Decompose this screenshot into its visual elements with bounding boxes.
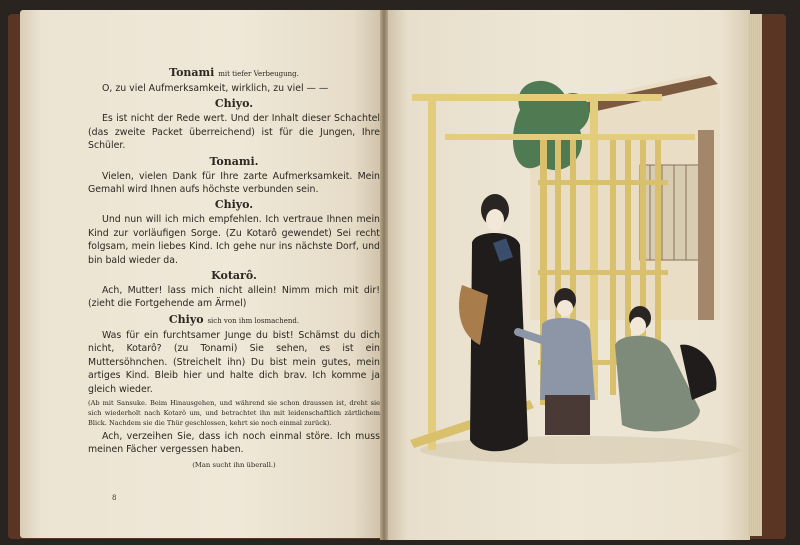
speaker-heading	[88, 197, 380, 213]
stage-direction: (Ab mit Sansuke. Beim Hinausgehen, und während sie schon draussen ist, dreht sie sich wiederholt nach Kotarô um, und betrachtet ihn mit leidenschaftlich zärtlichem Blick. Nachdem sie die Thür geschlossen, kehrt sie noch einmal zurück).	[88, 398, 380, 427]
child-hakama	[545, 395, 590, 435]
speaker-heading	[88, 96, 380, 112]
stage-direction: mit tiefer Verbeugung.	[218, 70, 299, 78]
dialogue-line: Und nun will ich mich empfehlen. Ich vertraue Ihnen mein Kind zur vorläufigen Sorge. (Zu Kotarô gewendet) Sei recht folgsam, mein liebes Kind. Ich gehe nur ins nächste Dorf, und bin bald wieder da.	[88, 214, 380, 266]
speaker-name: Chiyo.	[214, 198, 254, 212]
stage-direction: sich von ihm losmachend.	[207, 316, 300, 325]
dialogue-line: Ach, Mutter! lass mich nicht allein! Nimm mich mit dir! (zieht die Fortgehende am Ärmel)	[88, 285, 380, 310]
ground	[420, 436, 740, 464]
speaker-name: Chiyo.	[214, 97, 254, 111]
dialogue-line: Vielen, vielen Dank für Ihre zarte Aufmerksamkeit. Mein Gemahl wird Ihnen aufs höchste verbunden sein.	[88, 170, 380, 196]
child-robe	[540, 318, 595, 400]
house-post	[698, 130, 714, 320]
speaker-name: Tonami.	[209, 154, 259, 168]
speaker-heading	[88, 312, 380, 329]
dialogue-line: Es ist nicht der Rede wert. Und der Inhalt dieser Schachtel (das zweite Packet überreichend) ist für die Jungen, Ihre Schüler.	[88, 113, 380, 152]
dialogue-line: Ach, verzeihen Sie, dass ich noch einmal störe. Ich muss meinen Fächer vergessen haben.	[88, 430, 380, 456]
illustration	[400, 70, 740, 470]
page-stack-edge	[748, 14, 762, 536]
speaker-heading	[88, 65, 380, 82]
speaker-name: Kotarô.	[211, 269, 257, 283]
mother-figure	[459, 194, 528, 451]
speaker-heading	[88, 154, 380, 170]
speaker-name: Tonami	[169, 66, 215, 79]
speaker-name: Chiyo	[168, 312, 204, 326]
play-text	[88, 64, 380, 472]
stage-direction: (Man sucht ihn überall.)	[192, 460, 276, 469]
dialogue-line: Was für ein furchtsamer Junge du bist! Schämst du dich nicht, Kotarô? (zu Tonami) Sie sehen, es ist ein Muttersöhnchen. (Streichelt ihn) Du bist mein gutes, mein artiges Kind. Bleib hier und halte dich brav. Ich komme ja gleich wieder.	[88, 329, 380, 395]
book-gutter	[380, 10, 388, 540]
page-number: 8	[112, 494, 117, 502]
speaker-heading	[88, 268, 380, 284]
kneeling-woman-figure	[615, 306, 716, 431]
house-window	[640, 165, 700, 260]
dialogue-line: O, zu viel Aufmerksamkeit, wirklich, zu viel — —	[102, 83, 329, 94]
